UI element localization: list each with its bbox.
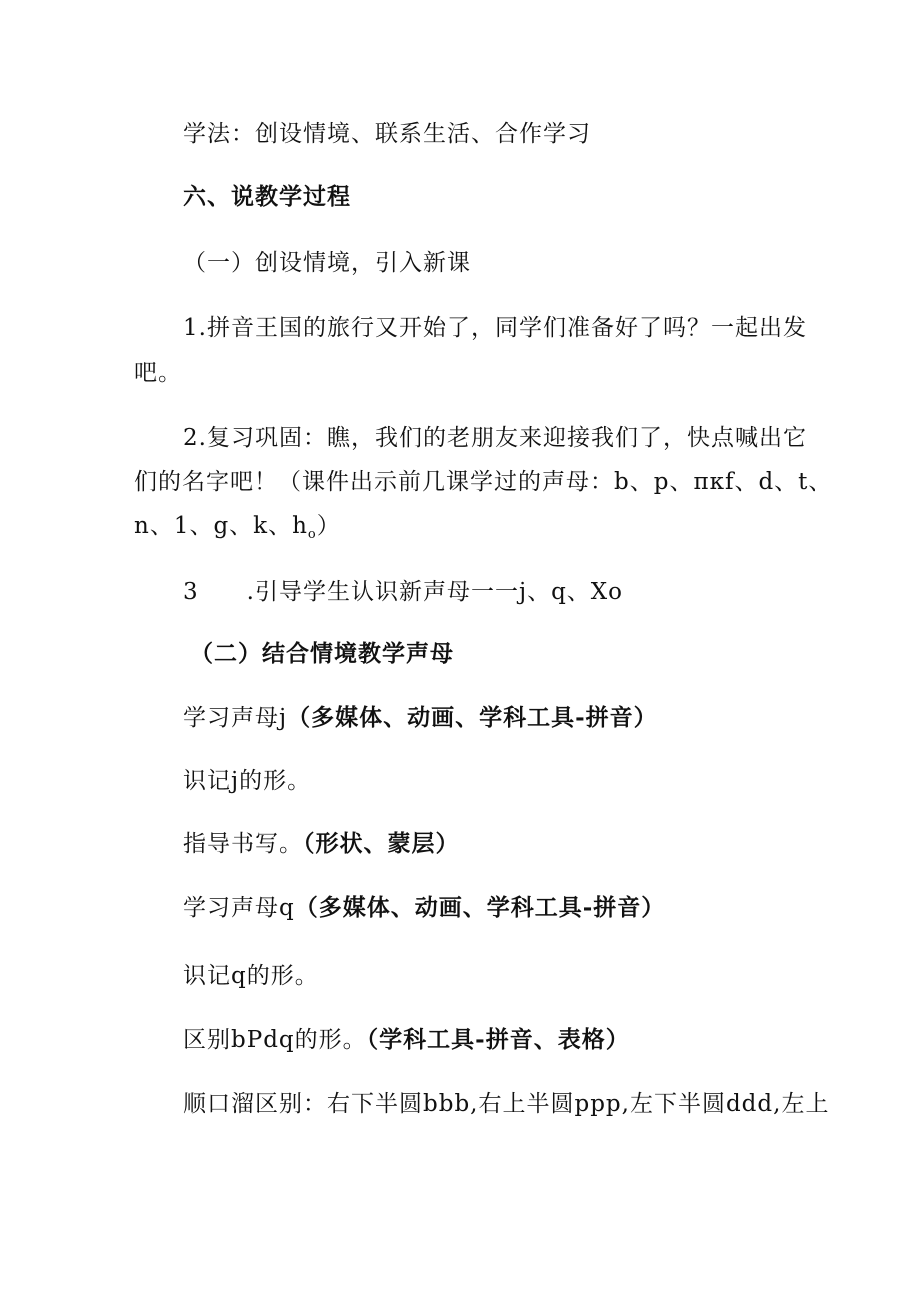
learn-q-text: 学习声母q <box>183 895 295 921</box>
learn-q-tools: （多媒体、动画、学科工具-拼音） <box>294 894 666 921</box>
guide-writing-text: 指导书写。 <box>183 831 303 857</box>
guide-writing-line <box>183 829 460 859</box>
learn-j-text: 学习声母j <box>183 705 288 731</box>
item3-number: 3 <box>183 579 199 605</box>
part-two-heading: （二）结合情境教学声母 <box>190 640 454 667</box>
item2-line2: 们的名字吧！（课件出示前几课学过的声母：b、p、πκf、d、t、 <box>134 469 833 495</box>
study-method-line: 学法：创设情境、联系生活、合作学习 <box>183 121 591 147</box>
distinguish-text: 区别bPdq的形。 <box>183 1027 367 1053</box>
rhyme-line: 顺口溜区别：右下半圆bbb,右上半圆ppp,左下半圆ddd,左上 <box>183 1091 830 1117</box>
item3-line <box>183 577 623 607</box>
distinguish-tools: （学科工具-拼音、表格） <box>366 1026 630 1053</box>
item2-line3-end: ） <box>316 513 341 539</box>
item2-line3-subscript: o <box>307 527 317 542</box>
recognize-q-line: 识记q的形。 <box>183 963 319 989</box>
distinguish-line <box>183 1025 630 1055</box>
item2-line3-main: n、1、g、k、h <box>134 513 308 539</box>
part-one-heading: （一）创设情境，引入新课 <box>183 250 471 276</box>
learn-q-line <box>183 893 665 923</box>
item3-text: .引导学生认识新声母一一j、q、Xo <box>246 579 624 605</box>
guide-writing-tools: （形状、蒙层） <box>303 830 460 857</box>
item2-line3 <box>134 511 341 550</box>
learn-j-line <box>183 703 658 733</box>
item2-line1: 2.复习巩固：瞧，我们的老朋友来迎接我们了，快点喊出它 <box>183 425 807 451</box>
section-six-heading: 六、说教学过程 <box>183 183 351 210</box>
recognize-j-line: 识记j的形。 <box>183 768 312 794</box>
learn-j-tools: （多媒体、动画、学科工具-拼音） <box>287 704 658 731</box>
item1-line2: 吧。 <box>134 360 182 386</box>
item1-line1: 1.拼音王国的旅行又开始了，同学们准备好了吗？一起出发 <box>183 315 807 341</box>
